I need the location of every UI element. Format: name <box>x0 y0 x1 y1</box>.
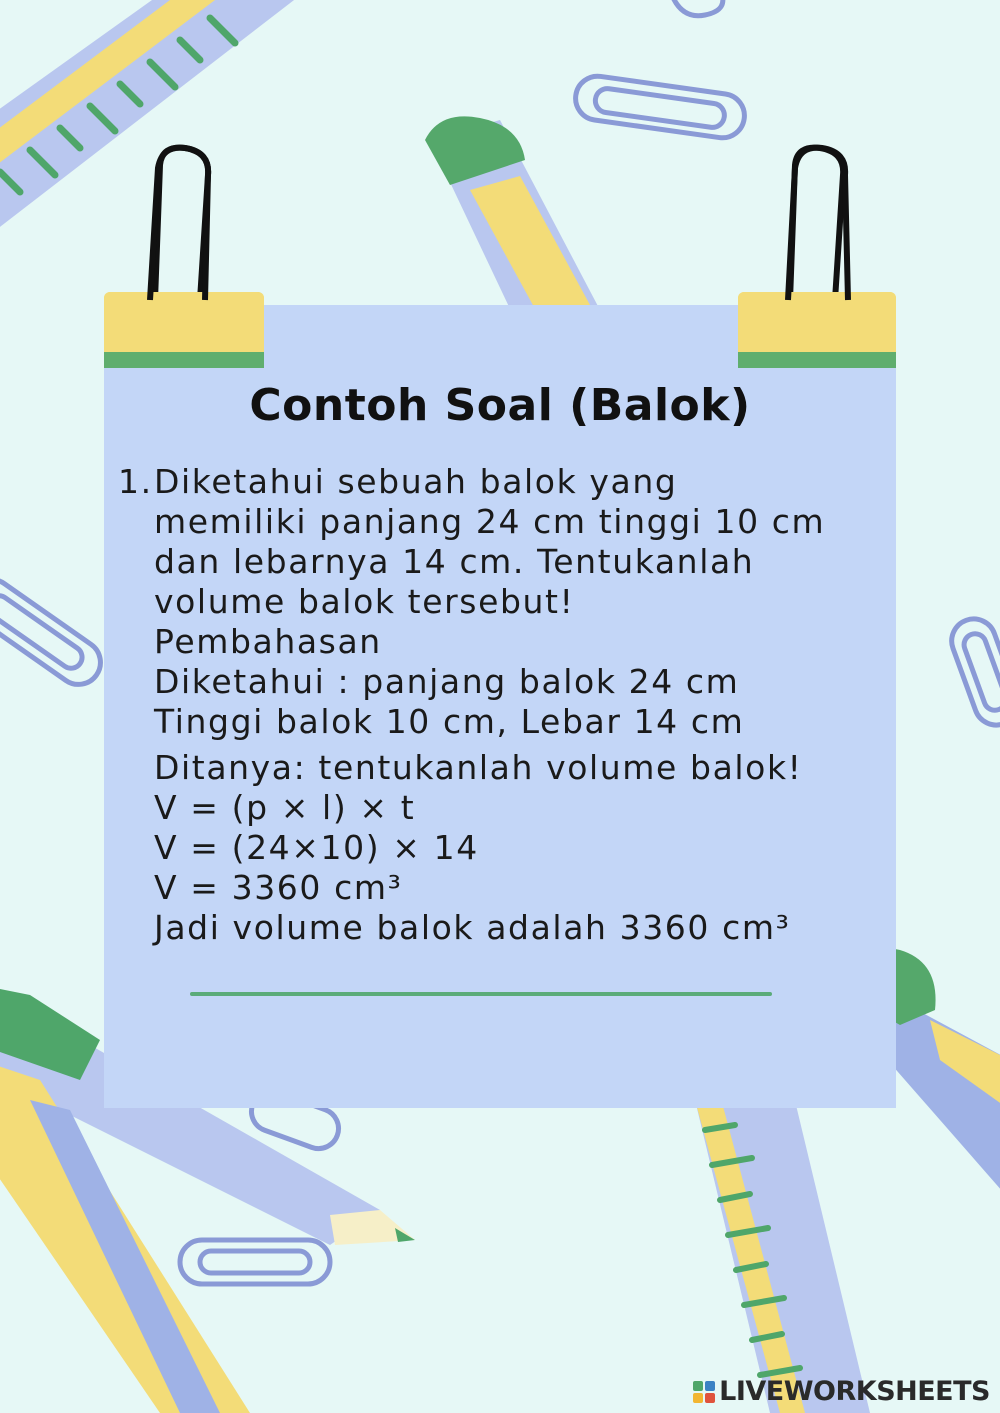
worksheet-title: Contoh Soal (Balok) <box>249 380 751 431</box>
work-line: Ditanya: tentukanlah volume balok! <box>154 748 803 787</box>
paperclip-left <box>0 571 109 693</box>
decorative-underline <box>190 992 772 996</box>
pencil-top <box>425 116 600 330</box>
question-line: memiliki panjang 24 cm tinggi 10 cm <box>154 502 826 541</box>
work-line: V = 3360 cm³ <box>154 868 403 907</box>
question-line: dan lebarnya 14 cm. Tentukanlah <box>154 542 755 581</box>
question-text <box>154 462 888 622</box>
item-number: 1. <box>118 462 153 501</box>
paperclip-right <box>946 613 1000 731</box>
work-line: V = (24×10) × 14 <box>154 828 479 867</box>
work-text <box>154 748 888 948</box>
solution-heading: Pembahasan <box>154 622 382 661</box>
liveworksheets-logo-icon <box>693 1381 715 1403</box>
work-line: V = (p × l) × t <box>154 788 416 827</box>
known-line: Diketahui : panjang balok 24 cm <box>154 662 740 701</box>
brand-name: LIVEWORKSHEETS <box>719 1376 990 1407</box>
question-line: volume balok tersebut! <box>154 582 575 621</box>
paperclip-top <box>573 73 747 140</box>
liveworksheets-brand <box>693 1376 990 1407</box>
solution-text <box>154 622 888 742</box>
ruler-bottom-right <box>695 1080 870 1413</box>
question-line: Diketahui sebuah balok yang <box>154 462 678 501</box>
question-block <box>118 462 888 948</box>
paperclip-corner <box>670 0 723 16</box>
work-line: Jadi volume balok adalah 3360 cm³ <box>154 908 791 947</box>
known-line: Tinggi balok 10 cm, Lebar 14 cm <box>154 702 745 741</box>
